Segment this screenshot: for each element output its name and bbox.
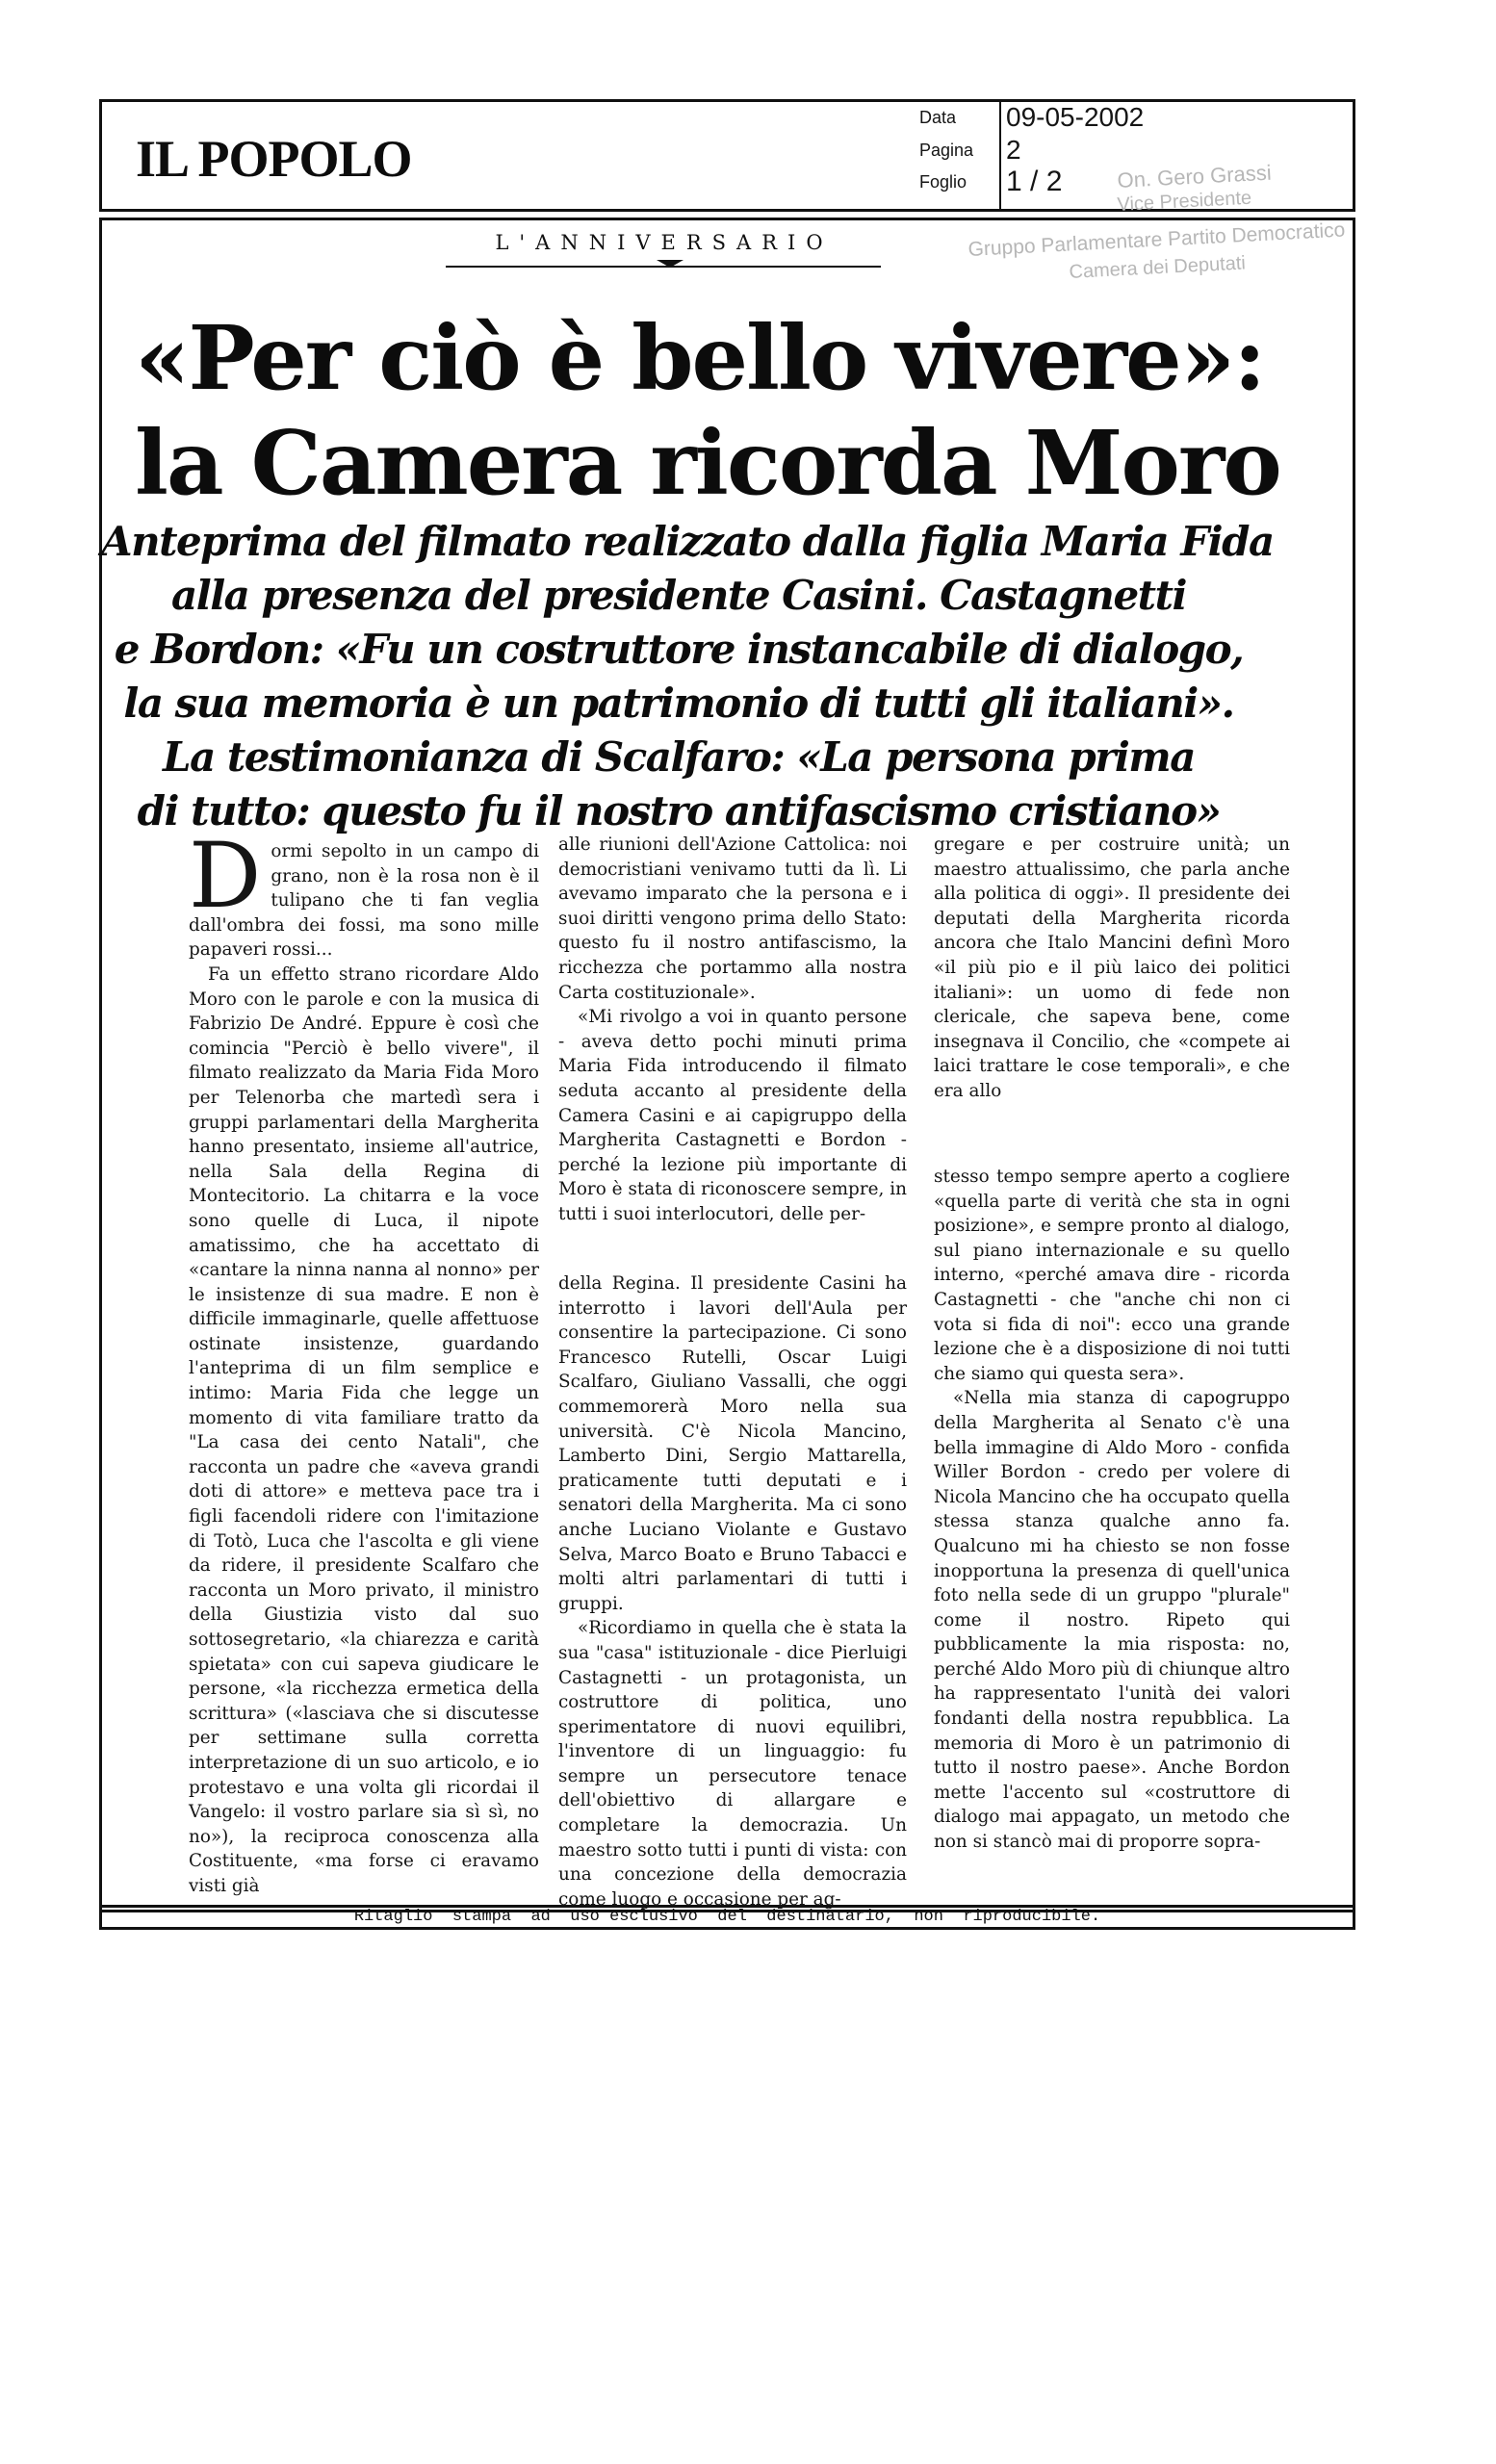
drop-cap: D <box>189 824 262 929</box>
paragraph: «Ricordiamo in quella che è stata la sua "casa" istituzionale - dice Pierluigi Castagnetti - un protagonista, un costruttore di politica, uno sperimentatore di nuovi equilibri, l'inventore di un linguaggio: fu sempre un persecutore tenace dell'obiettivo di allargare e completare la democrazia. Un maestro sotto tutti i punti di vista: con una concezione della democrazia come luogo e occasione per ag- <box>558 1618 907 1910</box>
sheet-value: 1 / 2 <box>1006 166 1063 197</box>
page-row <box>919 135 1021 166</box>
paragraph: stesso tempo sempre aperto a cogliere «quella parte di verità che sta in ogni posizione», e sempre pronto al dialogo, sul piano internazionale e su quello interno, «perché amava dire - ricorda Castagnetti - che "anche chi non ci vota si fida di noi": ecco una grande lezione che è a disposizione di noi tutti che siamo qui questa sera». <box>934 1167 1290 1384</box>
headline-line-1: «Per ciò è bello vivere»: <box>135 306 1265 410</box>
paragraph <box>189 824 539 962</box>
paragraph: gregare e per costruire unità; un maestro attualissimo, che parla anche alla politica di oggi». Il presidente dei deputati della Margherita ricorda ancora che Italo Mancini definì Moro «il più pio e il più laico dei politici italiani»: un uomo di fede non clericale, che sapeva bene, come insegnava il Concilio, che «compete ai laici trattare le cose temporali», e che era allo <box>934 834 1290 1101</box>
stamp-name: On. Gero Grassi <box>1117 160 1273 192</box>
reproduction-notice: Ritaglio stampa ad uso esclusivo del destinatario, non riproducibile. <box>99 1905 1355 1930</box>
deck-line-1: Anteprima del filmato realizzato dalla figlia Maria Fida <box>101 518 1274 565</box>
headline-line-2: la Camera ricorda Moro <box>135 411 1280 515</box>
date-label: Data <box>919 107 957 127</box>
deck-line-3: e Bordon: «Fu un costruttore instancabile di dialogo, <box>114 626 1244 673</box>
deck <box>101 515 1274 838</box>
deck-line-2: alla presenza del presidente Casini. Castagnetti <box>171 572 1186 619</box>
sheet-label: Foglio <box>919 171 967 192</box>
paragraph-text: ormi sepolto in un campo di grano, non è la rosa non è il tulipano che ti fan veglia dall'ombra dei fossi, ma sono mille papaveri rossi... <box>189 841 539 961</box>
stamp-role: Vice Presidente <box>1117 187 1252 216</box>
deck-line-4: la sua memoria è un patrimonio di tutti gli italiani». <box>123 680 1234 727</box>
stamp-group: Gruppo Parlamentare Partito Democratico <box>967 218 1346 261</box>
deck-line-6: di tutto: questo fu il nostro antifascismo cristiano» <box>137 787 1221 834</box>
stamp-chamber: Camera dei Deputati <box>1069 252 1247 283</box>
page-value: 2 <box>1006 135 1021 165</box>
paragraph: «Nella mia stanza di capogruppo della Margherita al Senato c'è una bella immagine di Aldo Moro - confida Willer Bordon - credo per volere di Nicola Mancino che ha occupato quella stessa stanza qualche anno fa. Qualcuno mi ha chiesto se non fosse inopportuna la presenza di quell'unica foto nella sede di un gruppo "plurale" come il nostro. Ripeto qui pubblicamente la mia risposta: no, perché Aldo Moro più di chiunque altro ha rappresentato l'unità dei valori fondanti della nostra repubblica. La memoria di Moro è un patrimonio di tutto il nostro paese». Anche Bordon mette l'accento sul «costruttore di dialogo mai appagato, un metodo che non si stancò mai di proporre sopra- <box>934 1388 1290 1853</box>
page-label: Pagina <box>919 140 974 160</box>
date-row <box>919 102 1144 133</box>
newspaper-logo: IL POPOLO <box>136 130 412 188</box>
headline <box>135 306 1348 516</box>
kicker-ornament-icon <box>657 260 684 268</box>
paragraph: alle riunioni dell'Azione Cattolica: noi democristiani venivamo tutti da lì. Li avevamo imparato che la persona e i suoi diritti vengono prima dello Stato: questo fu il nostro antifascismo, la ricchezza che portammo alla nostra Carta costituzionale». <box>558 834 907 1003</box>
body-column-3 <box>934 833 1290 1104</box>
date-value: 09-05-2002 <box>1006 102 1145 132</box>
body-column-2-continued <box>558 1271 907 1912</box>
body-column-1 <box>189 824 539 1899</box>
paragraph: della Regina. Il presidente Casini ha interrotto i lavori dell'Aula per consentire la partecipazione. Ci sono Francesco Rutelli, Oscar Luigi Scalfaro, Giuliano Vassalli, che oggi commemorerà Moro nella sua università. C'è Nicola Mancino, Lamberto Dini, Sergio Mattarella, praticamente tutti deputati e i senatori della Margherita. Ma ci sono anche Luciano Violante e Gustavo Selva, Marco Boato e Bruno Tabacci e molti altri parlamentari di tutti i gruppi. <box>558 1273 907 1614</box>
sheet-row <box>919 166 1062 198</box>
deck-line-5: La testimonianza di Scalfaro: «La persona prima <box>163 733 1195 781</box>
paragraph: «Mi rivolgo a voi in quanto persone - aveva detto pochi minuti prima Maria Fida introducendo il filmato seduta accanto al presidente della Camera Casini e ai capigruppo della Margherita Castagnetti e Bordon - perché la lezione più importante di Moro è stata di riconoscere sempre, in tutti i suoi interlocutori, delle per- <box>558 1007 907 1224</box>
body-column-2 <box>558 833 907 1227</box>
section-kicker: L'ANNIVERSARIO <box>495 231 834 254</box>
body-column-3-continued <box>934 1165 1290 1855</box>
paragraph: Fa un effetto strano ricordare Aldo Moro con le parole e con la musica di Fabrizio De André. Eppure è così che comincia "Perciò è bello vivere", il filmato realizzato da Maria Fida Moro per Telenorba che martedì sera i gruppi parlamentari della Margherita hanno presentato, insieme all'autrice, nella Sala della Regina di Montecitorio. La chitarra e la voce sono quelle di Luca, il nipote amatissimo, che ha accettato di «cantare la ninna nanna al nonno» per le insistenze di sua madre. E non è difficile immaginarle, quelle affettuose ostinate insistenze, guardando l'anteprima di un film semplice e intimo: Maria Fida che legge un momento di vita familiare tratto da "La casa dei cento Natali", che racconta un padre che «aveva grandi doti di attore» e metteva pace tra i figli facendoli ridere con l'imitazione di Totò, Luca che l'ascolta e gli viene da ridere, il presidente Scalfaro che racconta un Moro privato, il ministro della Giustizia visto dal suo sottosegretario, «la chiarezza e carità spietata» con cui sapeva giudicare le persone, «la ricchezza ermetica della scrittura» («lasciava che si discutesse per settimane sulla corretta interpretazione di un suo articolo, e io protestavo e una volta gli ricordai il Vangelo: il vostro parlare sia sì sì, no no»), la reciproca conoscenza alla Costituente, «ma forse ci eravamo visti già <box>189 963 539 1896</box>
